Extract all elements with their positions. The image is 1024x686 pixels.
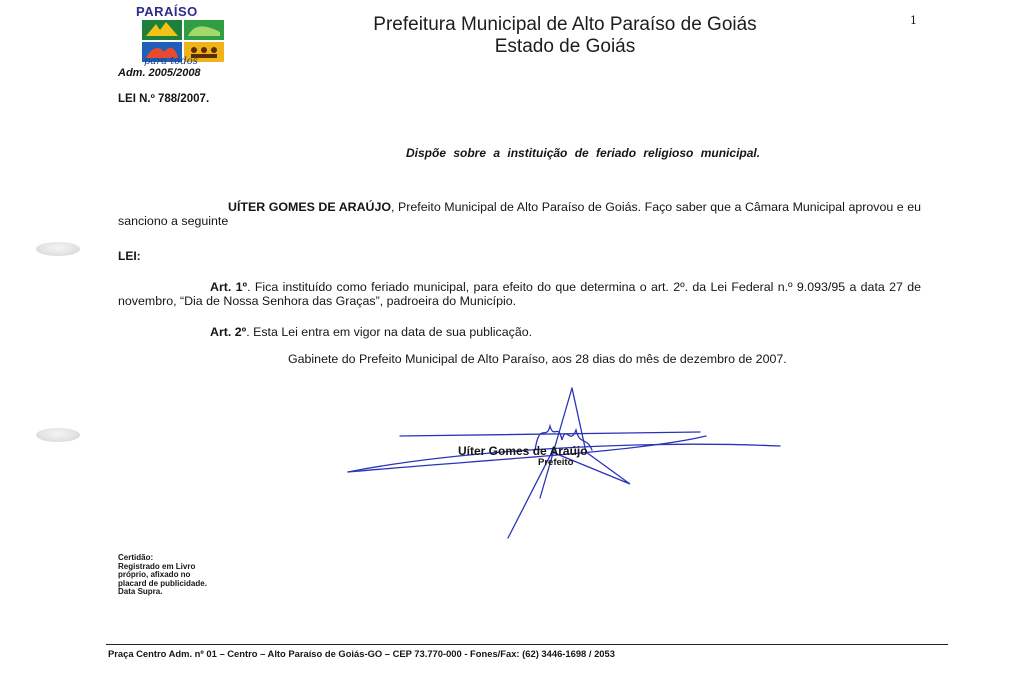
footer-divider [106,644,948,645]
intro-paragraph [118,201,921,228]
lei-label: LEI: [118,249,141,263]
law-number: LEI N.º 788/2007. [118,93,210,105]
certification-note [118,554,207,597]
admin-period: Adm. 2005/2008 [118,67,201,79]
mayor-name: UÍTER GOMES DE ARAÚJO [228,200,392,214]
article-1-label: Art. 1º [210,280,248,294]
law-summary: Dispõe sobre a instituição de feriado religioso municipal. [406,146,761,160]
punch-hole [36,428,80,442]
certification-line: placard de publicidade. [118,578,207,588]
municipal-logo [130,4,240,68]
intro-text: , Prefeito Municipal de Alto Paraíso de Goiás. Faço saber que a Câmara Municipal aprovou e eu sanciono a seguinte [118,200,922,228]
article-2-label: Art. 2º [210,325,247,339]
certification-line: próprio, afixado no [118,570,191,580]
closing-paragraph: Gabinete do Prefeito Municipal de Alto Paraíso, aos 28 dias do mês de dezembro de 2007. [288,352,787,366]
letterhead-line-1: Prefeitura Municipal de Alto Paraíso de Goiás [373,14,757,35]
footer-address: Praça Centro Adm. nº 01 – Centro – Alto Paraíso de Goiás-GO – CEP 73.770-000 - Fones/Fax: (62) 3446-1698 / 2053 [108,648,615,659]
signatory-role: Prefeito [538,457,574,468]
article-1-text: . Fica instituído como feriado municipal, para efeito do que determina o art. 2º. da Lei Federal n.º 9.093/95 a data 27 de novembro, “Dia de Nossa Senhora das Graças”, padroeira do Município. [118,280,921,308]
signatory-name: Uíter Gomes de Araújo [458,444,588,458]
logo-tagline: para todos [144,56,198,67]
letterhead-line-2: Estado de Goiás [494,36,636,57]
page-number: 1 [910,14,917,27]
certification-title: Certidão: [118,553,154,562]
logo-word: PARAÍSO [136,4,198,19]
article-1 [118,281,921,308]
certification-line: Data Supra. [118,587,163,597]
punch-hole [36,242,80,256]
article-2 [210,326,921,340]
certification-line: Registrado em Livro [118,561,196,571]
letterhead-title [240,14,890,58]
article-2-text: . Esta Lei entra em vigor na data de sua publicação. [246,325,533,339]
